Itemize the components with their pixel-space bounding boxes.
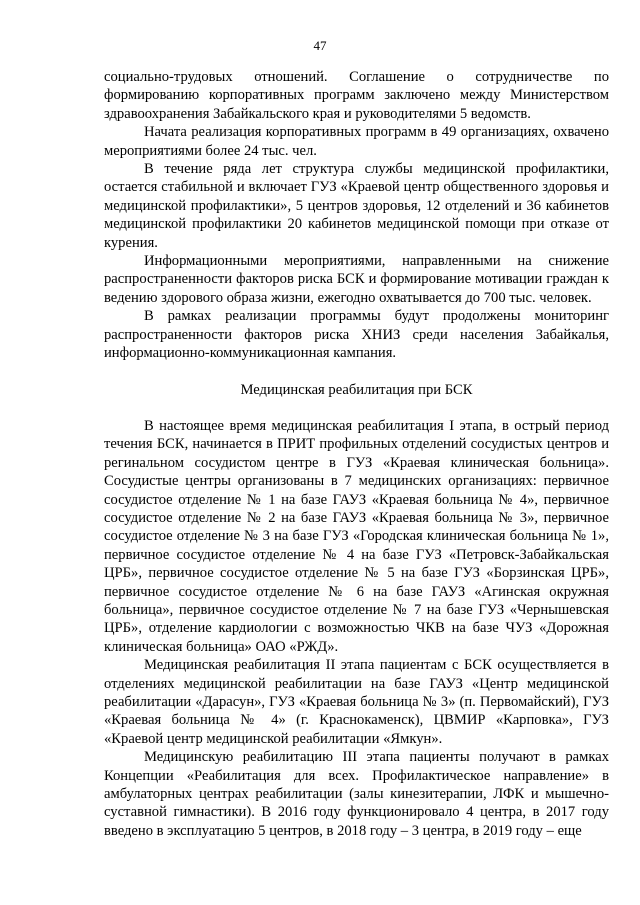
section-heading: Медицинская реабилитация при БСК: [240, 381, 473, 398]
paragraph-rehab-stage-3: Медицинскую реабилитацию III этапа пациенты получают в рамках Концепции «Реабилитация для всех. Профилактическое направление» в амбулаторных центрах реабилитации (залы кинезитерапии, ЛФК и мышечно-суставной гимнастики). В 2016 году функционировало 4 центра, в 2017 году введено в эксплуатацию 5 центров, в 2018 году – 3 центра, в 2019 году – еще: [104, 749, 609, 839]
paragraph-monitoring: В рамках реализации программы будут продолжены мониторинг распространенности факторов риска ХНИЗ среди населения Забайкалья, информационно-коммуникационная кампания.: [104, 308, 609, 362]
paragraph-rehab-stage-1: В настоящее время медицинская реабилитация I этапа, в острый период течения БСК, начинается в ПРИТ профильных отделений сосудистых центров и регинальном сосудистом центре в ГУЗ «Краевая клиническая больница». Сосудистые центры организованы в 7 медицинских организациях: первичное сосудистое отделение № 1 на базе ГАУЗ «Краевая больница № 4», первичное сосудистое отделение № 2 на базе ГАУЗ «Краевая больница № 3», первичное сосудистое отделение № 3 на базе ГУЗ «Городская клиническая больница № 1», первичное сосудистое отделение № 4 на базе ГУЗ «Петровск-Забайкальская ЦРБ», первичное сосудистое отделение № 5 на базе ГУЗ «Борзинская ЦРБ», первичное сосудистое отделение № 6 на базе ГАУЗ «Агинская окружная больница», первичное сосудистое отделение № 7 на базе ГУЗ «Чернышевская ЦРБ», отделение кардиологии с возможностью ЧКВ на базе ЧУЗ «Дорожная клиническая больница» ОАО «РЖД».: [104, 417, 609, 655]
paragraph-corporate-programs: Начата реализация корпоративных программ в 49 организациях, охвачено мероприятиями более 24 тыс. чел.: [104, 124, 609, 159]
page-number: 47: [313, 38, 327, 53]
paragraph-continuation: социально-трудовых отношений. Соглашение о сотрудничестве по формированию корпоративных программ заключено между Министерством здравоохранения Забайкальского края и руководителями 5 ведомств.: [104, 69, 609, 122]
paragraph-information-events: Информационными мероприятиями, направленными на снижение распространенности факторов риска БСК и формирование мотивации граждан к ведению здорового образа жизни, ежегодно охватывается до 700 тыс. человек.: [104, 253, 609, 306]
document-body: [104, 68, 609, 840]
paragraph-prevention-structure: В течение ряда лет структура службы медицинской профилактики, остается стабильной и включает ГУЗ «Краевой центр общественного здоровья и медицинской профилактики», 5 центров здоровья, 12 отделений и 36 кабинетов медицинской профилактики 20 кабинетов медицинской помощи при отказе от курения.: [104, 161, 609, 251]
paragraph-rehab-stage-2: Медицинская реабилитация II этапа пациентам с БСК осуществляется в отделениях медицинской реабилитации на базе ГАУЗ «Центр медицинской реабилитации «Дарасун», ГУЗ «Краевая больница № 3» (п. Первомайский), ГУЗ «Краевая больница № 4» (г. Краснокаменск), ЦВМИР «Карповка», ГУЗ «Краевой центр медицинской реабилитации «Ямкун».: [104, 657, 609, 747]
